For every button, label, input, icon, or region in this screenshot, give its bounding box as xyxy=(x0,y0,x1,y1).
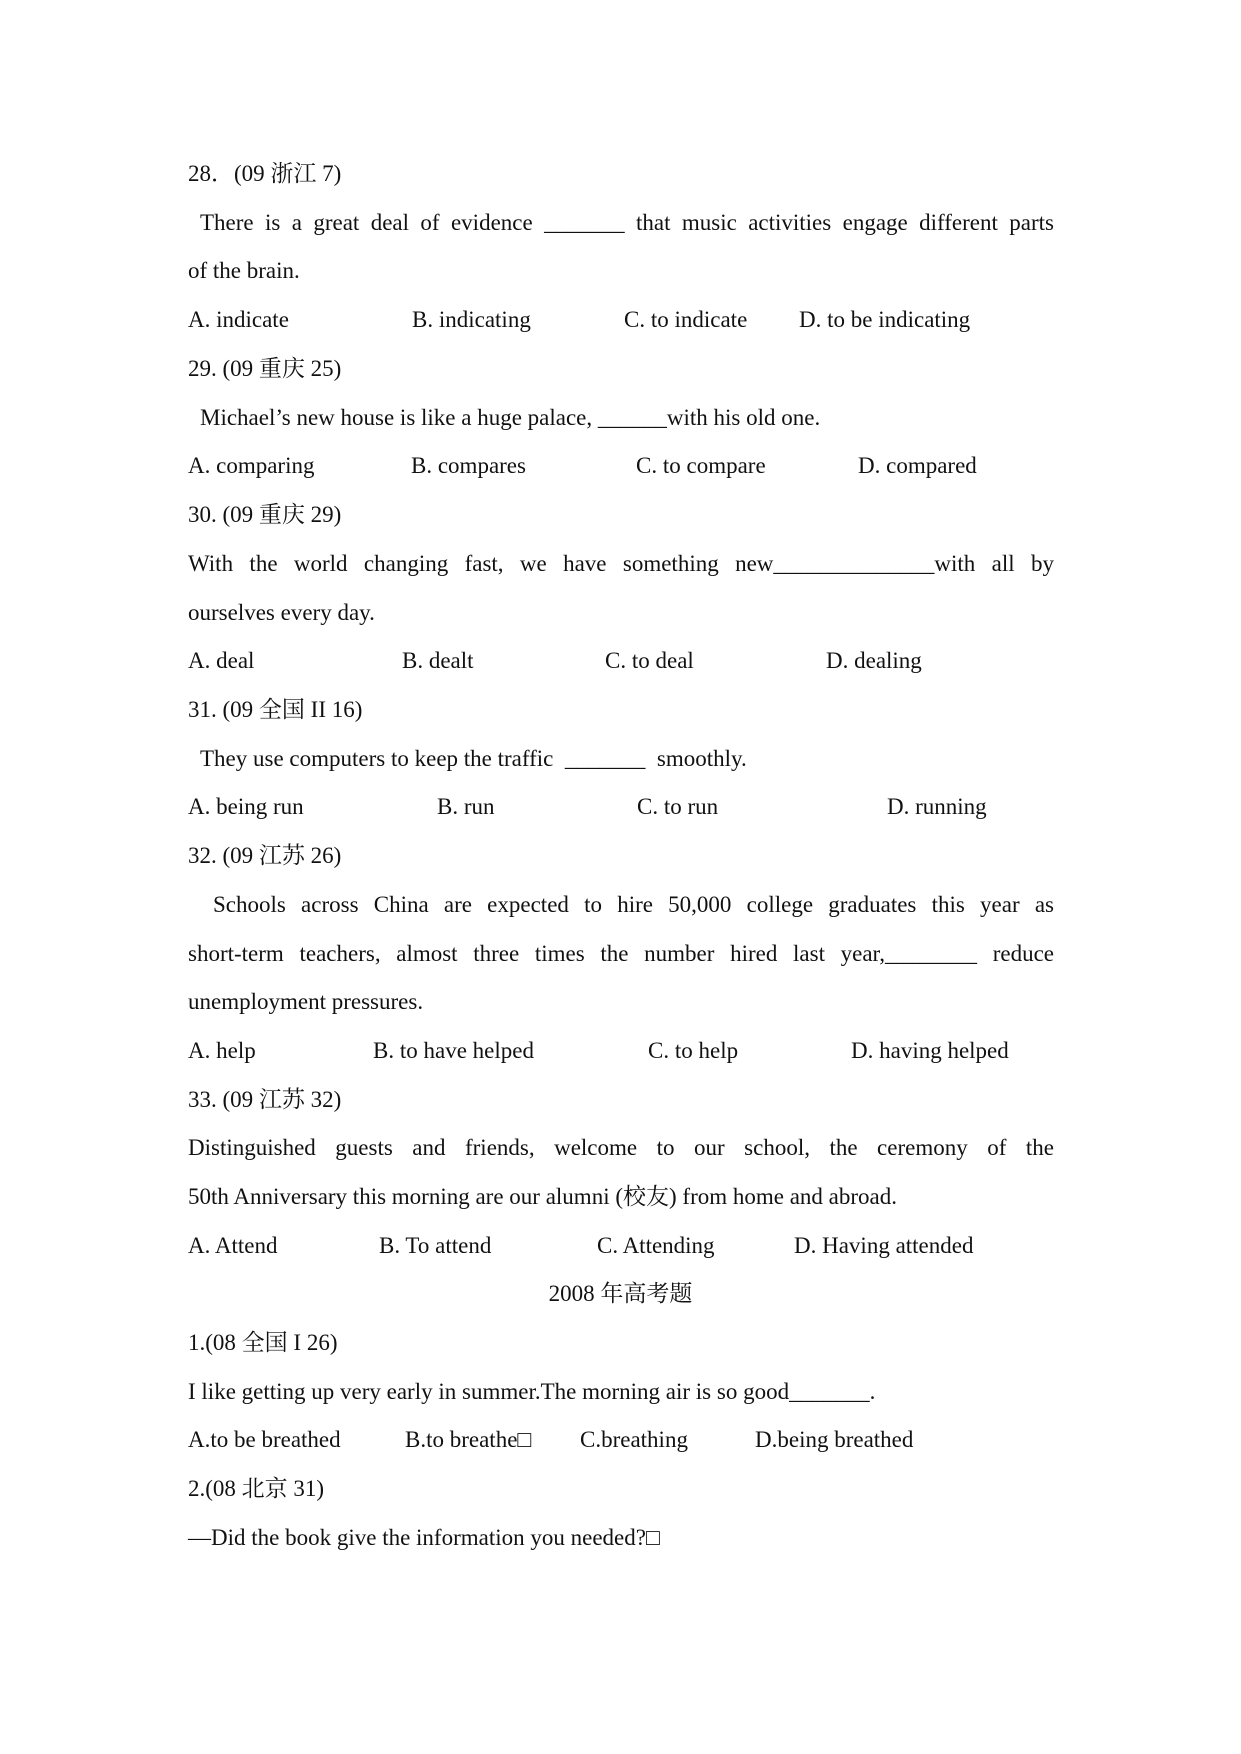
q33-option-b: B. To attend xyxy=(379,1233,492,1258)
q33-text-line2: 50th Anniversary this morning are our alumni (校友) from home and abroad. xyxy=(188,1184,898,1209)
q29-option-a: A. comparing xyxy=(188,453,315,478)
q29-text-line1: Michael’s new house is like a huge palace, ______with his old one. xyxy=(200,405,821,430)
q32-option-c: C. to help xyxy=(648,1038,739,1063)
s1-text-line1: I like getting up very early in summer.The morning air is so good_______. xyxy=(188,1379,876,1404)
q32-text-line1: Schools across China are expected to hire 50,000 college graduates this year as xyxy=(213,892,1054,917)
q33-text-line1: Distinguished guests and friends, welcome to our school, the ceremony of the xyxy=(188,1135,1054,1160)
q31-header: 31. (09 全国 II 16) xyxy=(188,697,363,722)
s1-option-b: B.to breathe□ xyxy=(405,1427,532,1452)
q30-option-c: C. to deal xyxy=(605,648,694,673)
q32-text-line2: short-term teachers, almost three times the number hired last year,________ reduce xyxy=(188,941,1054,966)
q32-option-a: A. help xyxy=(188,1038,256,1063)
s1-option-a: A.to be breathed xyxy=(188,1427,341,1452)
q30-option-b: B. dealt xyxy=(402,648,474,673)
q28-option-d: D. to be indicating xyxy=(799,307,971,332)
q28-text-line2: of the brain. xyxy=(188,258,300,283)
s2-header: 2.(08 北京 31) xyxy=(188,1476,325,1501)
q31-option-d: D. running xyxy=(887,794,987,819)
q29-option-c: C. to compare xyxy=(636,453,766,478)
q33-header: 33. (09 江苏 32) xyxy=(188,1087,342,1112)
s1-option-d: D.being breathed xyxy=(755,1427,914,1452)
q30-option-a: A. deal xyxy=(188,648,255,673)
s1-option-c: C.breathing xyxy=(580,1427,688,1452)
q28-option-b: B. indicating xyxy=(412,307,531,332)
q32-header: 32. (09 江苏 26) xyxy=(188,843,342,868)
q28-option-a: A. indicate xyxy=(188,307,289,332)
q30-option-d: D. dealing xyxy=(826,648,922,673)
q31-option-a: A. being run xyxy=(188,794,304,819)
q33-option-c: C. Attending xyxy=(597,1233,715,1258)
q31-option-b: B. run xyxy=(437,794,495,819)
q32-text-line3: unemployment pressures. xyxy=(188,989,424,1014)
q28-text-line1: There is a great deal of evidence _______ that music activities engage different parts xyxy=(200,210,1054,235)
q31-option-c: C. to run xyxy=(637,794,719,819)
q33-option-d: D. Having attended xyxy=(794,1233,974,1258)
q30-text-line1: With the world changing fast, we have something new______________with all by xyxy=(188,551,1054,576)
q30-text-line2: ourselves every day. xyxy=(188,600,375,625)
s2-text-line1: —Did the book give the information you needed?□ xyxy=(188,1525,660,1550)
q28-option-c: C. to indicate xyxy=(624,307,748,332)
q32-option-b: B. to have helped xyxy=(373,1038,534,1063)
s1-header: 1.(08 全国 I 26) xyxy=(188,1330,338,1355)
q29-header: 29. (09 重庆 25) xyxy=(188,356,342,381)
q28-header: 28．(09 浙江 7) xyxy=(188,161,342,186)
q29-option-d: D. compared xyxy=(858,453,977,478)
q32-option-d: D. having helped xyxy=(851,1038,1009,1063)
q29-option-b: B. compares xyxy=(411,453,526,478)
section-title: 2008 年高考题 xyxy=(548,1281,693,1306)
q33-option-a: A. Attend xyxy=(188,1233,278,1258)
q31-text-line1: They use computers to keep the traffic _______ smoothly. xyxy=(200,746,747,771)
q30-header: 30. (09 重庆 29) xyxy=(188,502,342,527)
